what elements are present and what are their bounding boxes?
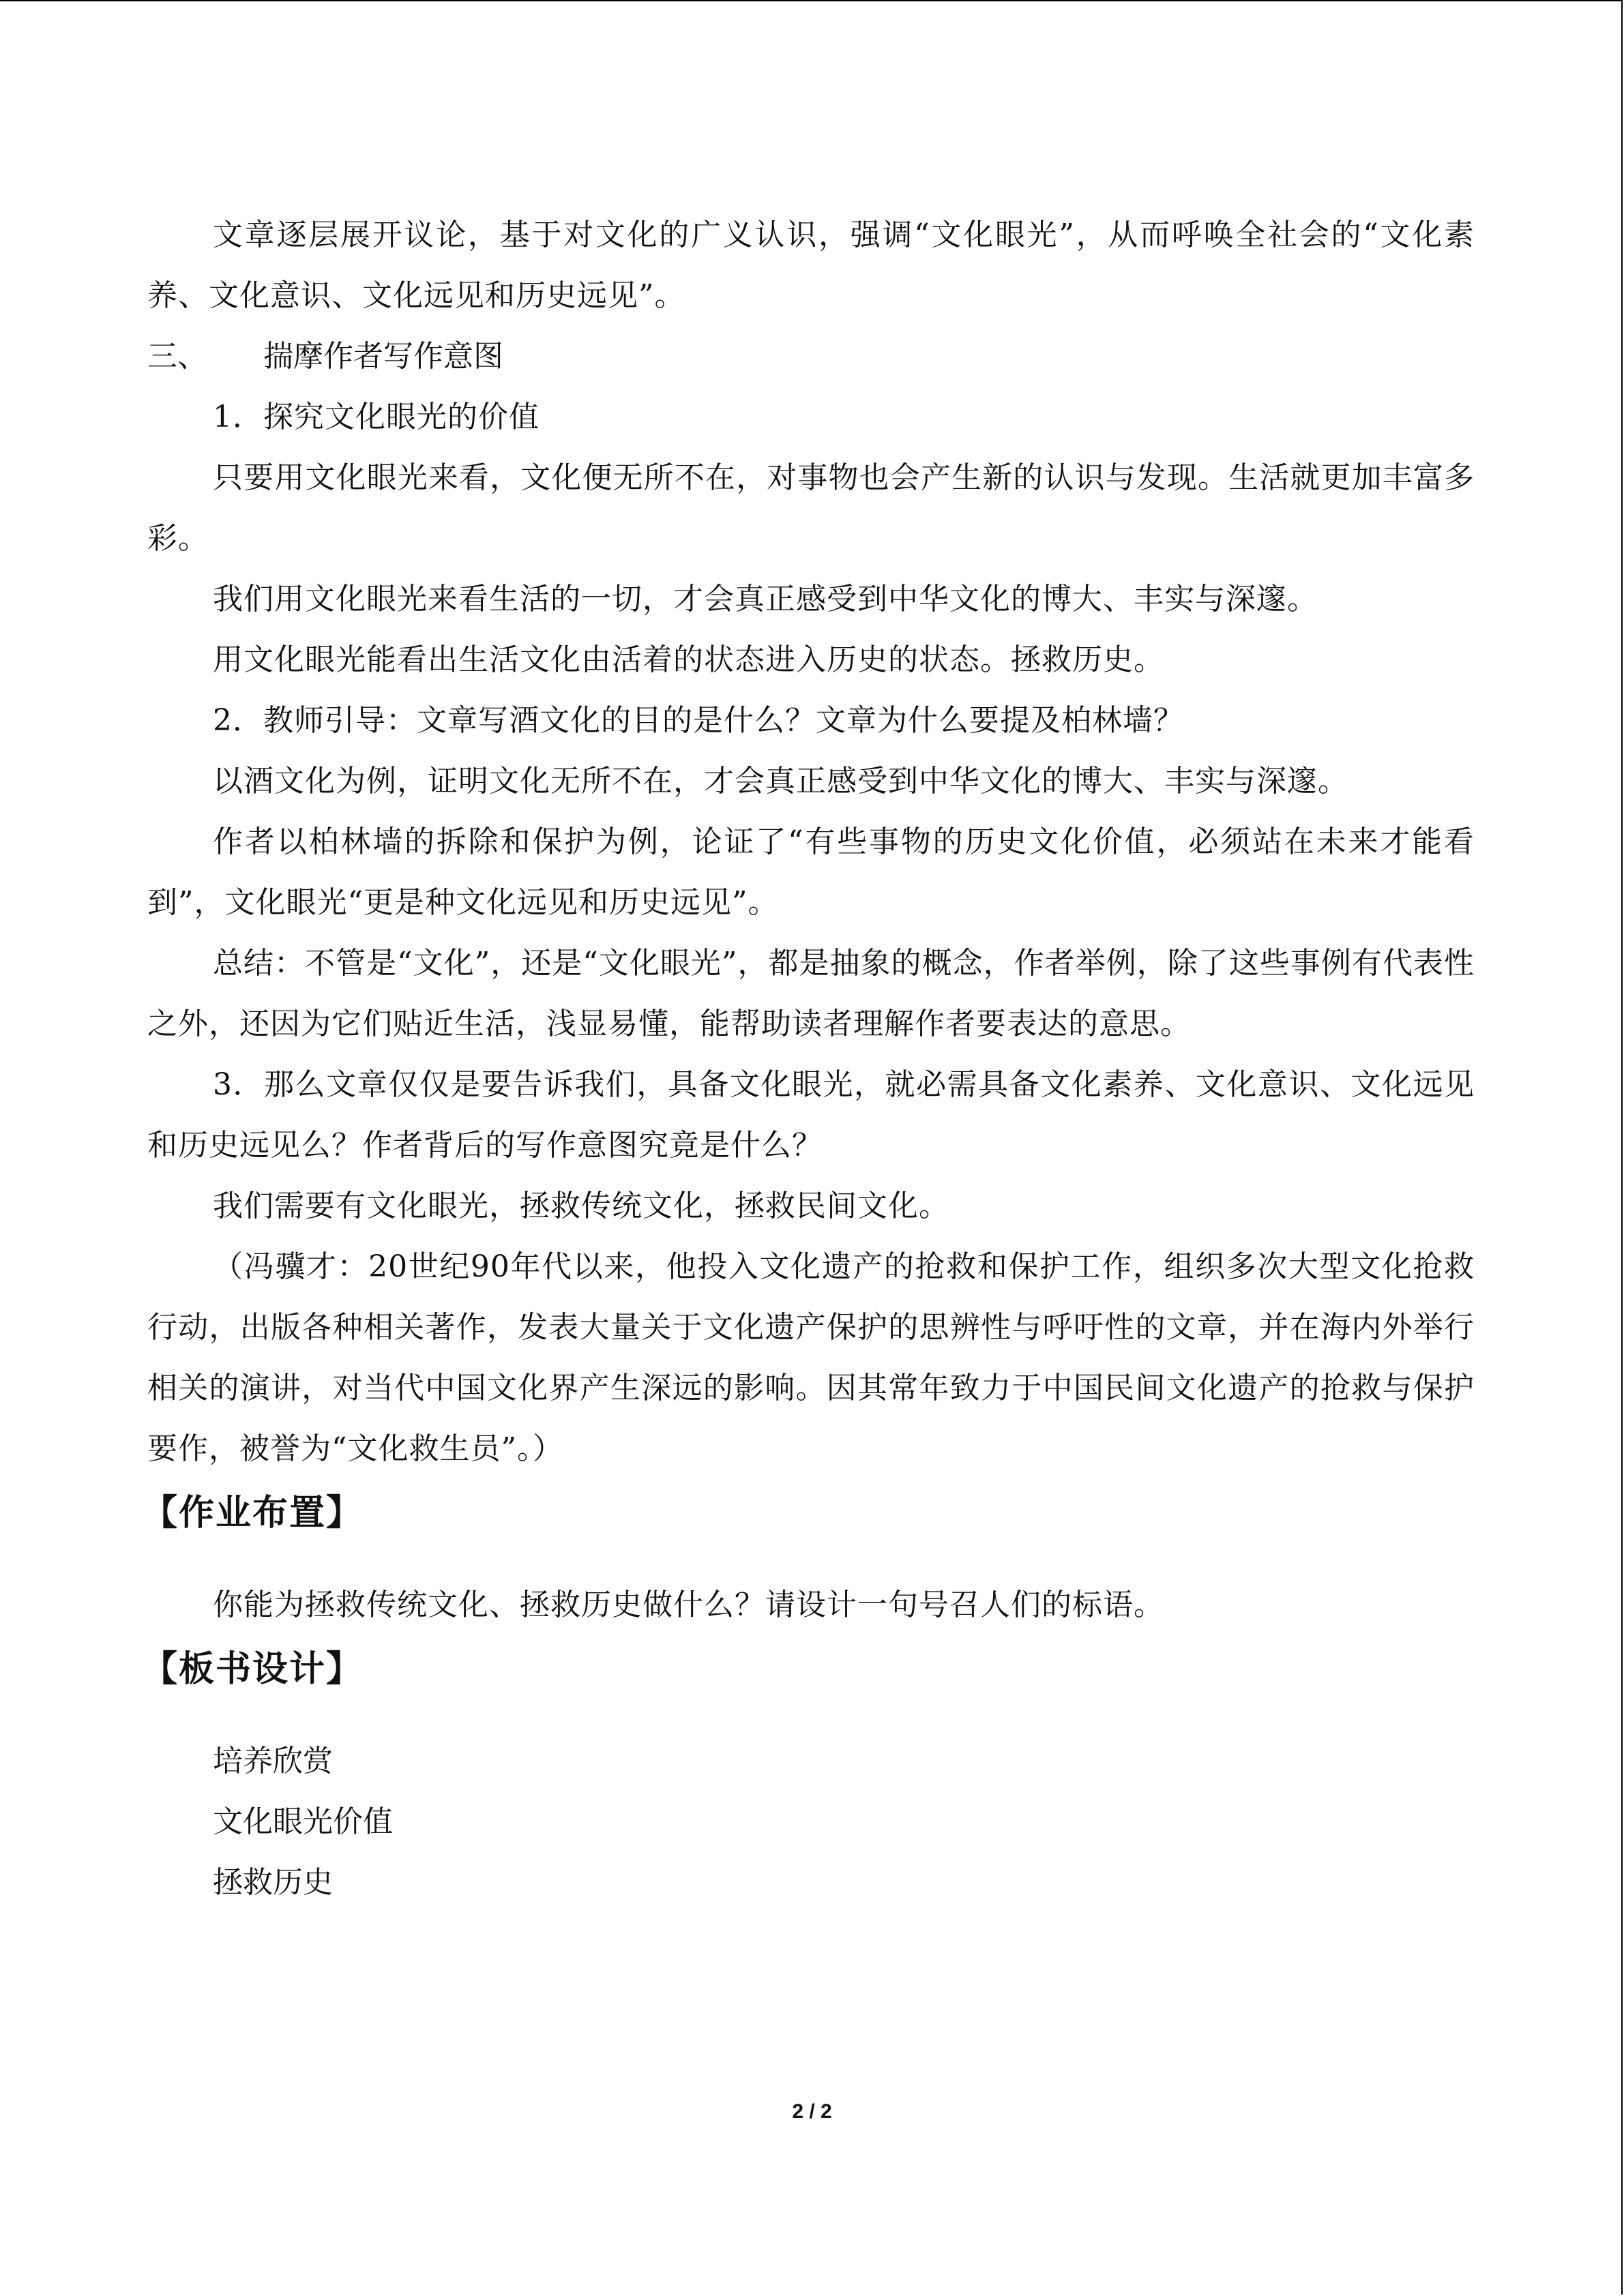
paragraph: 我们需要有文化眼光，拯救传统文化，拯救民间文化。	[213, 1189, 949, 1223]
page-number: 2 / 2	[792, 2100, 832, 2123]
document-body	[142, 205, 1475, 1913]
paragraph: 只要用文化眼光来看，文化便无所不在，对事物也会产生新的认识与发现。生活就更加丰富多彩。	[147, 460, 1475, 556]
board-item: 文化眼光价值	[213, 1804, 393, 1839]
subheading-2: 2．教师引导：文章写酒文化的目的是什么？文章为什么要提及柏林墙？	[213, 703, 1184, 738]
subheading-3: 3．那么文章仅仅是要告诉我们，具备文化眼光，就必需具备文化素养、文化意识、文化远见和历史远见么？作者背后的写作意图究竟是什么？	[147, 1067, 1475, 1163]
paragraph-author-note: （冯骥才：20世纪90年代以来，他投入文化遗产的抢救和保护工作，组织多次大型文化抢救行动，出版各种相关著作，发表大量关于文化遗产保护的思辨性与呼吁性的文章，并在海内外举行相关的演讲，对当代中国文化界产生深远的影响。因其常年致力于中国民间文化遗产的抢救与保护要作，被誉为“文化救生员”。）	[147, 1249, 1475, 1466]
paragraph-summary-conclusion: 总结：不管是“文化”，还是“文化眼光”，都是抽象的概念，作者举例，除了这些事例有代表性之外，还因为它们贴近生活，浅显易懂，能帮助读者理解作者要表达的意思。	[147, 946, 1475, 1041]
board-design-heading: 【板书设计】	[142, 1649, 364, 1690]
paragraph: 用文化眼光能看出生活文化由活着的状态进入历史的状态。拯救历史。	[213, 642, 1164, 677]
homework-text: 你能为拯救传统文化、拯救历史做什么？请设计一句号召人们的标语。	[213, 1587, 1164, 1622]
homework-heading: 【作业布置】	[142, 1493, 364, 1534]
subheading-1: 1．探究文化眼光的价值	[213, 400, 540, 434]
section-number: 三、	[147, 339, 207, 374]
paragraph-summary: 文章逐层展开议论，基于对文化的广义认识，强调“文化眼光”，从而呼唤全社会的“文化素养、文化意识、文化远见和历史远见”。	[147, 218, 1475, 313]
paragraph: 作者以柏林墙的拆除和保护为例，论证了“有些事物的历史文化价值，必须站在未来才能看到”，文化眼光“更是种文化远见和历史远见”。	[147, 824, 1475, 920]
section-title: 揣摩作者写作意图	[263, 339, 503, 374]
section-heading-3	[147, 326, 1475, 387]
board-item: 拯救历史	[213, 1865, 333, 1900]
paragraph: 我们用文化眼光来看生活的一切，才会真正感受到中华文化的博大、丰实与深邃。	[213, 582, 1318, 616]
board-item: 培养欣赏	[213, 1744, 333, 1778]
paragraph: 以酒文化为例，证明文化无所不在，才会真正感受到中华文化的博大、丰实与深邃。	[213, 764, 1348, 799]
